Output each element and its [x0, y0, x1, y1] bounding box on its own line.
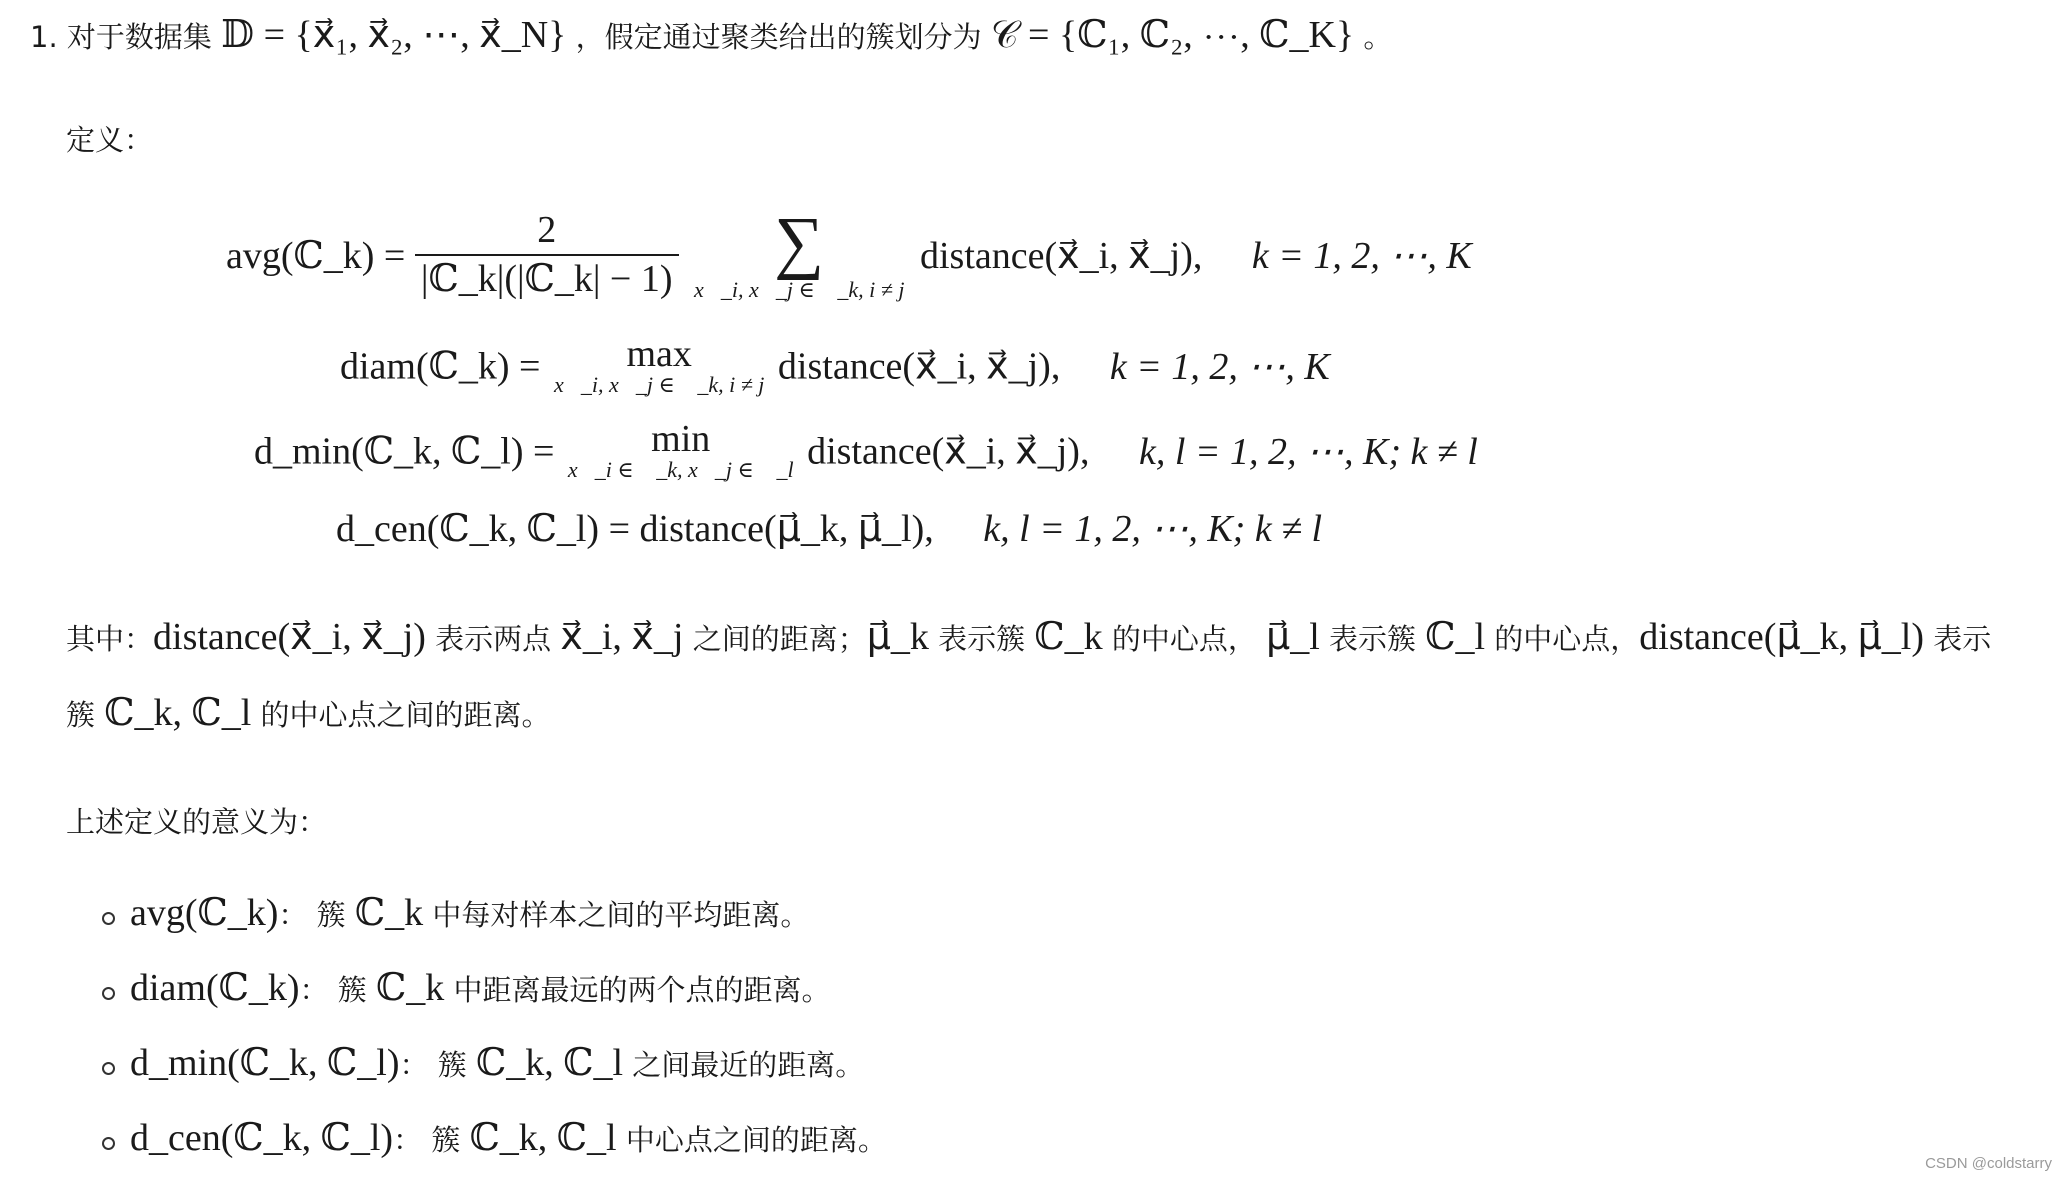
avg-rhs: distance(x⃗_i, x⃗_j),	[919, 235, 1203, 278]
bullet-item	[130, 890, 809, 935]
bullet-item	[130, 1040, 864, 1085]
dcen-range: k, l = 1, 2, ⋯, K; k ≠ l	[983, 508, 1323, 550]
diam-rhs: distance(x⃗_i, x⃗_j),	[777, 345, 1061, 388]
partition-formula: 𝒞 = {ℂ₁, ℂ₂, ⋯, ℂ_K}	[990, 14, 1355, 56]
diam-lhs: diam(ℂ_k) =	[340, 345, 541, 388]
bullet-sep: ：	[299, 973, 329, 1007]
max-operator: max	[626, 333, 692, 375]
dcen-lhs: d_cen(ℂ_k, ℂ_l) =	[336, 508, 631, 550]
explanation-text: 簇	[66, 698, 96, 732]
equation-avg	[226, 204, 1472, 303]
dmin-lhs: d_min(ℂ_k, ℂ_l) =	[254, 430, 555, 473]
dmin-limit: x⃗_i ∈ ℂ_k, x⃗_j ∈ ℂ_l	[567, 457, 794, 482]
bullet-math: ℂ_k, ℂ_l	[475, 1042, 623, 1084]
explanation-math: μ⃗_k	[866, 616, 929, 658]
meaning-label: 上述定义的意义为：	[66, 805, 328, 839]
explanation-line-1	[66, 614, 1991, 659]
equation-dmin	[254, 420, 1478, 482]
diam-limit: x⃗_i, x⃗_j ∈ ℂ_k, i ≠ j	[553, 372, 765, 397]
bullet-math: ℂ_k	[376, 967, 445, 1009]
list-number: 1.	[30, 20, 58, 54]
explanation-math: ℂ_k	[1034, 616, 1103, 658]
bullet-text: 簇	[316, 898, 346, 932]
bullet-text: 簇	[437, 1048, 467, 1082]
bullet-marker	[102, 912, 115, 925]
bullet-math: d_cen(ℂ_k, ℂ_l)	[130, 1117, 394, 1159]
bullet-text: 中心点之间的距离。	[625, 1123, 887, 1157]
watermark: CSDN @coldstarry	[1925, 1155, 2052, 1172]
intro-line	[30, 12, 1392, 57]
equation-diam	[340, 335, 1330, 397]
explanation-text: 表示簇	[1329, 622, 1417, 656]
explanation-math: distance(x⃗_i, x⃗_j)	[153, 616, 426, 658]
bullet-math: ℂ_k, ℂ_l	[469, 1117, 617, 1159]
explanation-math: μ⃗_l	[1266, 616, 1320, 658]
dmin-range: k, l = 1, 2, ⋯, K; k ≠ l	[1138, 430, 1478, 473]
dataset-formula: 𝔻 = {x⃗₁, x⃗₂, ⋯, x⃗_N}	[221, 14, 567, 56]
diam-max	[554, 335, 764, 397]
equation-dcen	[336, 506, 1322, 551]
intro-text-c: 。	[1363, 20, 1393, 54]
bullet-marker	[102, 1137, 115, 1150]
bullet-text: 之间最近的距离。	[632, 1048, 865, 1082]
min-operator: min	[651, 418, 711, 460]
avg-numerator: 2	[415, 208, 679, 256]
bullet-item	[130, 965, 831, 1010]
bullet-marker	[102, 987, 115, 1000]
explanation-text: 之间的距离；	[692, 622, 867, 656]
avg-range: k = 1, 2, ⋯, K	[1251, 235, 1472, 278]
bullet-text: 中每对样本之间的平均距离。	[432, 898, 810, 932]
explanation-math: distance(μ⃗_k, μ⃗_l)	[1639, 616, 1925, 658]
bullet-text: 中距离最远的两个点的距离。	[453, 973, 831, 1007]
explanation-math: x⃗_i, x⃗_j	[560, 616, 684, 658]
bullet-marker	[102, 1062, 115, 1075]
bullet-sep: ：	[399, 1048, 429, 1082]
dmin-min	[568, 420, 794, 482]
explanation-math: ℂ_k, ℂ_l	[104, 692, 252, 734]
avg-sum	[694, 204, 905, 303]
explanation-text: 表示	[1933, 622, 1992, 656]
dmin-rhs: distance(x⃗_i, x⃗_j),	[807, 430, 1090, 473]
avg-denominator: |ℂ_k|(|ℂ_k| − 1)	[420, 257, 673, 300]
bullet-math: diam(ℂ_k)	[130, 967, 300, 1009]
explanation-text: 的中心点之间的距离。	[260, 698, 551, 732]
bullet-item	[130, 1115, 887, 1160]
sum-symbol: ∑	[774, 204, 825, 282]
explanation-text: 其中：	[66, 622, 154, 656]
explanation-text: 的中心点，	[1111, 622, 1257, 656]
avg-fraction	[415, 208, 679, 303]
diam-range: k = 1, 2, ⋯, K	[1109, 345, 1330, 388]
bullet-text: 簇	[431, 1123, 461, 1157]
explanation-math: ℂ_l	[1425, 616, 1486, 658]
explanation-text: 的中心点，	[1494, 622, 1640, 656]
intro-text-a: 对于数据集	[66, 20, 212, 54]
explanation-text: 表示簇	[938, 622, 1026, 656]
avg-sum-limit: x⃗_i, x⃗_j ∈ ℂ_k, i ≠ j	[694, 277, 905, 303]
bullet-text: 簇	[337, 973, 367, 1007]
bullet-sep: ：	[278, 898, 308, 932]
bullet-math: ℂ_k	[354, 892, 424, 934]
dcen-rhs: distance(μ⃗_k, μ⃗_l),	[639, 508, 934, 550]
definition-label: 定义：	[66, 123, 154, 157]
bullet-sep: ：	[393, 1123, 423, 1157]
explanation-text: 表示两点	[435, 622, 552, 656]
avg-lhs: avg(ℂ_k) =	[226, 235, 406, 278]
bullet-math: d_min(ℂ_k, ℂ_l)	[130, 1042, 400, 1084]
intro-text-b: ，假定通过聚类给出的簇划分为	[575, 20, 982, 54]
explanation-line-2	[66, 690, 551, 735]
bullet-math: avg(ℂ_k)	[130, 892, 279, 934]
